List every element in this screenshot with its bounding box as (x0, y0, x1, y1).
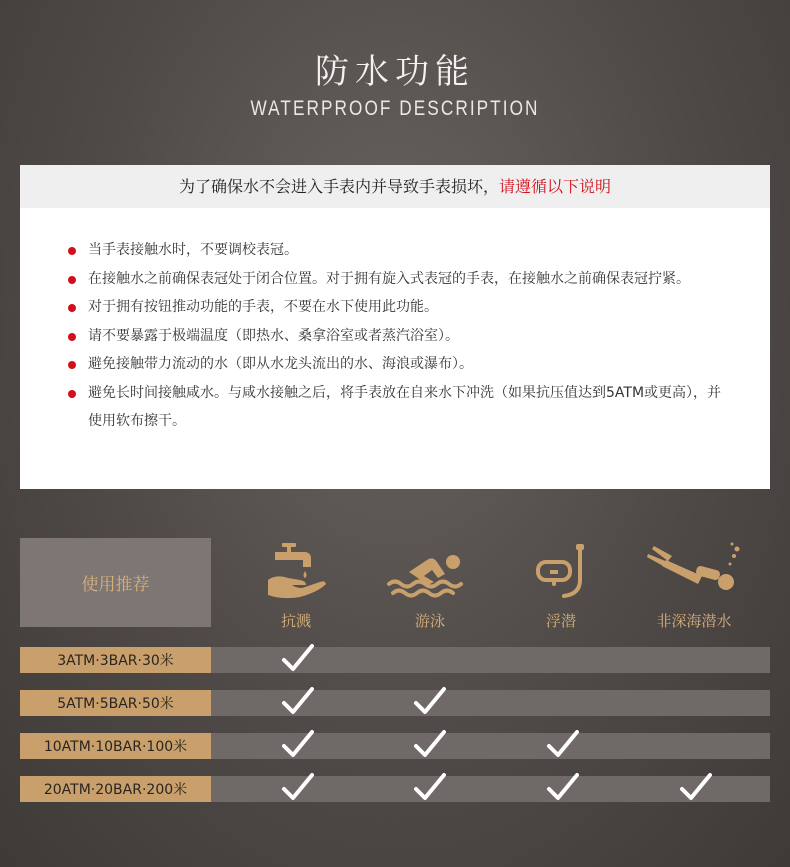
bullet-dot-icon (68, 304, 76, 312)
checkmark-icon (281, 642, 315, 676)
checkmark-icon (546, 728, 580, 762)
instructions-header (20, 165, 770, 208)
category-splash (231, 540, 361, 631)
category-snorkel (496, 540, 626, 631)
bullet-dot-icon (68, 361, 76, 369)
category-label: 浮潜 (545, 612, 576, 630)
scuba-diver-icon (644, 540, 744, 602)
checkmark-icon (413, 728, 447, 762)
page-subtitle: WATERPROOF DESCRIPTION (250, 97, 540, 120)
instructions-list (20, 208, 770, 436)
swimmer-icon (385, 540, 475, 602)
bullet-dot-icon (68, 390, 76, 398)
depth-row-label: 10ATM·10BAR·100米 (20, 733, 211, 759)
instructions-emphasis: 请遵循以下说明 (499, 177, 612, 196)
category-label: 抗溅 (280, 612, 311, 630)
category-swim (365, 540, 495, 631)
checkmark-icon (281, 771, 315, 805)
category-label: 游泳 (414, 612, 445, 630)
depth-row-label: 3ATM·3BAR·30米 (20, 647, 211, 673)
list-item: 当手表接触水时，不要调校表冠。 (68, 236, 730, 265)
list-item: 避免长时间接触咸水。与咸水接触之后，将手表放在自来水下冲洗（如果抗压值达到5ATM或更高），并使用软布擦干。 (68, 379, 730, 436)
checkmark-icon (281, 685, 315, 719)
list-item: 在接触水之前确保表冠处于闭合位置。对于拥有旋入式表冠的手表，在接触水之前确保表冠拧紧。 (68, 265, 730, 294)
instructions-card (20, 165, 770, 489)
category-scuba (629, 540, 759, 631)
depth-row-label: 20ATM·20BAR·200米 (20, 776, 211, 802)
bullet-dot-icon (68, 276, 76, 284)
page-title: 防水功能 (315, 52, 475, 92)
checkmark-icon (413, 685, 447, 719)
depth-row-label: 5ATM·5BAR·50米 (20, 690, 211, 716)
bullet-dot-icon (68, 333, 76, 341)
checkmark-icon (546, 771, 580, 805)
category-label: 非深海潜水 (656, 612, 732, 630)
list-item: 避免接触带力流动的水（即从水龙头流出的水、海浪或瀑布）。 (68, 350, 730, 379)
list-item: 请不要暴露于极端温度（即热水、桑拿浴室或者蒸汽浴室）。 (68, 322, 730, 351)
list-item: 对于拥有按钮推动功能的手表，不要在水下使用此功能。 (68, 293, 730, 322)
instructions-intro: 为了确保水不会进入手表内并导致手表损坏， (178, 177, 499, 196)
checkmark-icon (281, 728, 315, 762)
usage-header-label: 使用推荐 (20, 538, 211, 627)
snorkel-mask-icon (530, 540, 592, 602)
checkmark-icon (413, 771, 447, 805)
bullet-dot-icon (68, 247, 76, 255)
faucet-hand-icon (261, 540, 331, 602)
checkmark-icon (679, 771, 713, 805)
